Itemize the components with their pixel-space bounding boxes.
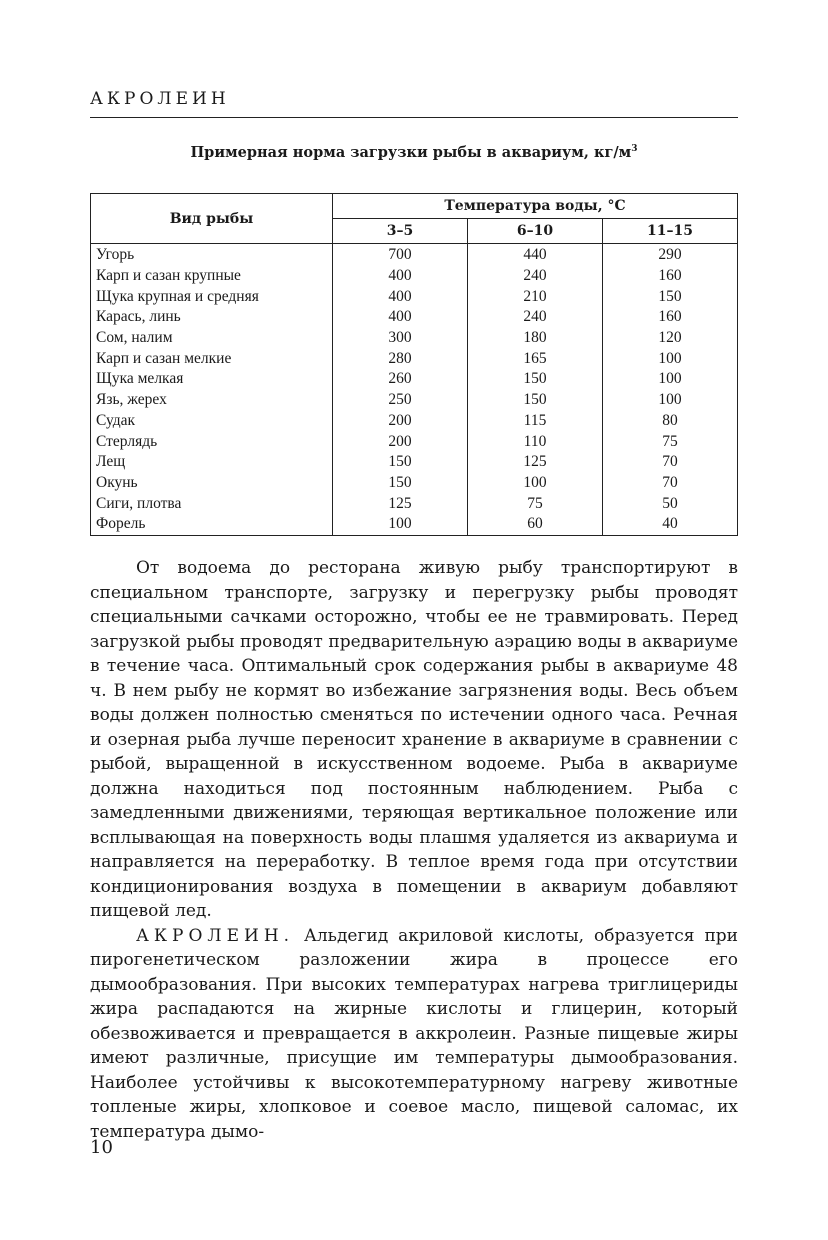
table-row bbox=[91, 286, 738, 307]
fish-name: Карп и сазан мелкие bbox=[91, 348, 333, 369]
load-value: 280 bbox=[333, 348, 468, 369]
load-value: 300 bbox=[333, 328, 468, 349]
load-value: 150 bbox=[468, 390, 603, 411]
table-caption bbox=[90, 139, 738, 163]
load-value: 60 bbox=[468, 514, 603, 535]
table-caption-text: Примерная норма загрузки рыбы в аквариум, кг/м bbox=[190, 143, 632, 161]
table-row bbox=[91, 266, 738, 287]
load-value: 70 bbox=[603, 473, 738, 494]
caption-superscript: 3 bbox=[631, 144, 638, 154]
load-value: 100 bbox=[468, 473, 603, 494]
load-value: 125 bbox=[468, 452, 603, 473]
fish-name: Сиги, плотва bbox=[91, 493, 333, 514]
load-value: 240 bbox=[468, 266, 603, 287]
header-rule bbox=[90, 117, 738, 118]
table-row bbox=[91, 452, 738, 473]
load-value: 75 bbox=[468, 493, 603, 514]
load-value: 75 bbox=[603, 431, 738, 452]
load-value: 180 bbox=[468, 328, 603, 349]
load-value: 120 bbox=[603, 328, 738, 349]
load-value: 80 bbox=[603, 411, 738, 432]
table-row bbox=[91, 390, 738, 411]
table-row bbox=[91, 493, 738, 514]
running-head: АКРОЛЕИН bbox=[90, 89, 230, 109]
load-value: 100 bbox=[603, 348, 738, 369]
load-value: 700 bbox=[333, 244, 468, 266]
header-water-temperature: Температура воды, °С bbox=[333, 194, 738, 219]
load-value: 200 bbox=[333, 411, 468, 432]
header-temp-range: 6–10 bbox=[468, 219, 603, 244]
load-value: 240 bbox=[468, 307, 603, 328]
fish-name: Угорь bbox=[91, 244, 333, 266]
header-temp-range: 11–15 bbox=[603, 219, 738, 244]
fish-name: Стерлядь bbox=[91, 431, 333, 452]
fish-name: Лещ bbox=[91, 452, 333, 473]
table-row bbox=[91, 431, 738, 452]
fish-name: Язь, жерех bbox=[91, 390, 333, 411]
table-row bbox=[91, 473, 738, 494]
load-value: 290 bbox=[603, 244, 738, 266]
load-value: 150 bbox=[333, 473, 468, 494]
load-value: 100 bbox=[333, 514, 468, 535]
load-value: 150 bbox=[333, 452, 468, 473]
fish-name: Карп и сазан крупные bbox=[91, 266, 333, 287]
fish-name: Окунь bbox=[91, 473, 333, 494]
load-value: 150 bbox=[603, 286, 738, 307]
load-value: 400 bbox=[333, 307, 468, 328]
body-text bbox=[90, 556, 738, 1144]
load-value: 50 bbox=[603, 493, 738, 514]
paragraph-fish-transport: От водоема до ресторана живую рыбу транспортируют в специальном транспорте, загрузку и перегрузку рыбы проводят специальными сачками осторожно, чтобы ее не травмировать. Перед загрузкой рыбы проводят предварительную аэрацию воды в аквариуме в течение часа. Оптимальный срок содержания рыбы в аквариуме 48 ч. В нем рыбу не кормят во избежание загрязнения воды. Весь объем воды должен полностью сменяться по истечении одного часа. Речная и озерная рыба лучше переносит хранение в аквариуме в сравнении с рыбой, выращенной в искусственном водоеме. Рыба в аквариуме должна находиться под постоянным наблюдением. Рыба с замедленными движениями, теряющая вертикальное положение или всплывающая на поверхность воды плашмя удаляется из аквариума и направляется на переработку. В теплое время года при отсутствии кондиционирования воздуха в помещении в аквариум добавляют пищевой лед. bbox=[90, 558, 738, 921]
page-number: 10 bbox=[90, 1137, 113, 1158]
fish-name: Щука крупная и средняя bbox=[91, 286, 333, 307]
fish-name: Карась, линь bbox=[91, 307, 333, 328]
load-value: 250 bbox=[333, 390, 468, 411]
table-row bbox=[91, 244, 738, 266]
load-value: 440 bbox=[468, 244, 603, 266]
header-temp-range: 3–5 bbox=[333, 219, 468, 244]
table-row bbox=[91, 348, 738, 369]
load-value: 210 bbox=[468, 286, 603, 307]
term-acrolein: АКРОЛЕИН. bbox=[136, 925, 295, 946]
acrolein-definition: Альдегид акриловой кислоты, образуется при пирогенетическом разложении жира в процессе его дымообразования. При высоких температурах нагрева триглицериды жира распадаются на жирные кислоты и глицерин, который обезвоживается и превращается в аккролеин. Разные пищевые жиры имеют различные, присущие им температуры дымообразования. Наиболее устойчивы к высокотемпературному нагреву животные топленые жиры, хлопковое и соевое масло, пищевой саломас, их температура дымо- bbox=[90, 925, 738, 1142]
load-value: 400 bbox=[333, 286, 468, 307]
load-value: 115 bbox=[468, 411, 603, 432]
fish-name: Щука мелкая bbox=[91, 369, 333, 390]
load-value: 150 bbox=[468, 369, 603, 390]
fish-loading-table bbox=[90, 193, 738, 536]
load-value: 400 bbox=[333, 266, 468, 287]
load-value: 40 bbox=[603, 514, 738, 535]
fish-name: Судак bbox=[91, 411, 333, 432]
load-value: 70 bbox=[603, 452, 738, 473]
load-value: 200 bbox=[333, 431, 468, 452]
load-value: 160 bbox=[603, 307, 738, 328]
paragraph-acrolein bbox=[90, 924, 738, 1145]
table-row bbox=[91, 411, 738, 432]
load-value: 160 bbox=[603, 266, 738, 287]
table-row bbox=[91, 369, 738, 390]
load-value: 125 bbox=[333, 493, 468, 514]
fish-name: Форель bbox=[91, 514, 333, 535]
fish-name: Сом, налим bbox=[91, 328, 333, 349]
table-row bbox=[91, 307, 738, 328]
load-value: 260 bbox=[333, 369, 468, 390]
table-row bbox=[91, 328, 738, 349]
load-value: 110 bbox=[468, 431, 603, 452]
load-value: 165 bbox=[468, 348, 603, 369]
load-value: 100 bbox=[603, 369, 738, 390]
table-row bbox=[91, 514, 738, 535]
load-value: 100 bbox=[603, 390, 738, 411]
header-fish-species: Вид рыбы bbox=[91, 194, 333, 244]
